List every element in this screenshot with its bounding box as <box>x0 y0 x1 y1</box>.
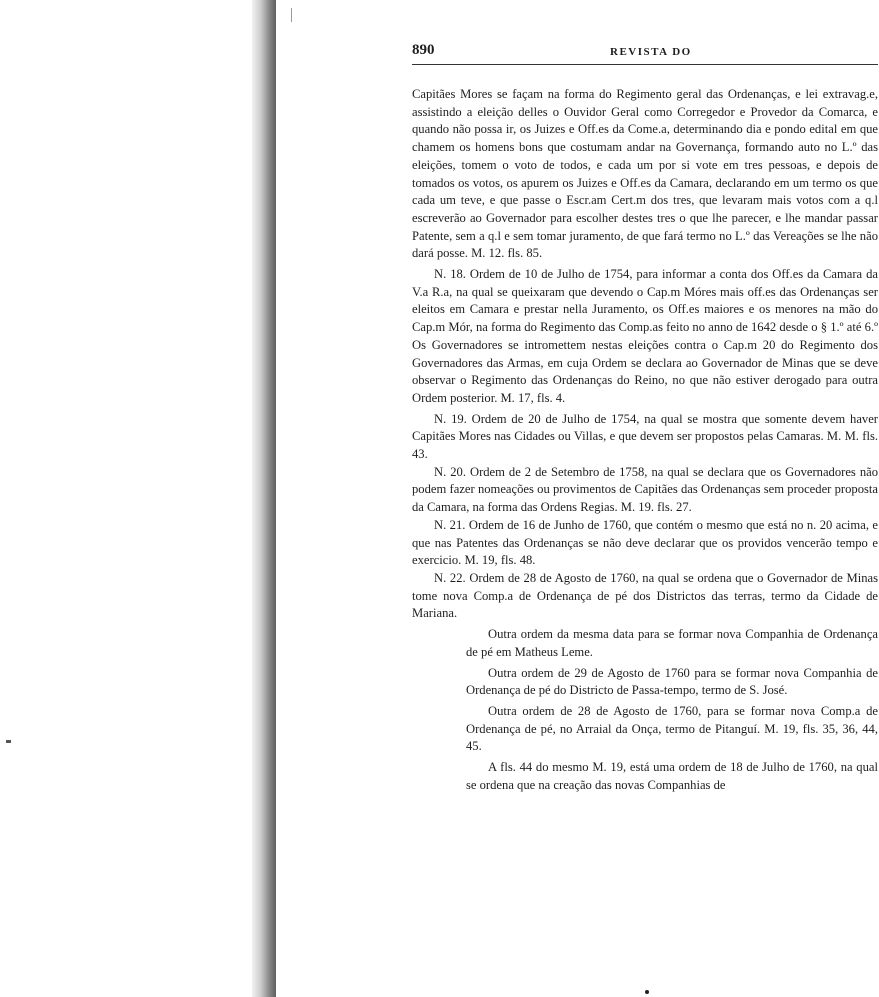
book-gutter-shadow <box>252 0 276 997</box>
paragraph-entry-22: N. 22. Ordem de 28 de Agosto de 1760, na qual se ordena que o Governador de Minas tome nova Comp.a de Ordenança de pé dos Districtos das terras, termo da Cidade de Mariana. <box>412 570 878 621</box>
paragraph-entry-19: N. 19. Ordem de 20 de Julho de 1754, na qual se mostra que somente devem haver Capitães Mores nas Cidades ou Villas, e que devem ser propostos pelas Camaras. M. M. fls. 43. <box>412 411 878 462</box>
paragraph-entry-20: N. 20. Ordem de 2 de Setembro de 1758, na qual se declara que os Governadores não podem fazer nomeações ou provimentos de Capitães das Ordenanças sem proceder proposta da Camara, na forma das Ordens Regias. M. 19. fls. 27. <box>412 464 878 515</box>
running-title: REVISTA DO <box>610 46 692 58</box>
paragraph-entry-18: N. 18. Ordem de 10 de Julho de 1754, para informar a conta dos Off.es da Camara da V.a R.a, na qual se queixaram que devendo o Cap.m Móres mais off.es das Ordenanças ser eleitos em Camara e prestar nella Juramento, os Off.es maiores e os menores na mão do Cap.m Mór, na forma do Regimento das Comp.as feito no anno de 1642 desde o § 1.º até 6.º Os Governadores se intromettem nestas eleições contra o Cap.m 20 do Regimento dos Governadores das Armas, em cuja Ordem se declara ao Governador de Minas que se deve observar o Regimento das Ordenanças do Reino, no que não estiver derogado para outra Ordem posterior. M. 17, fls. 4. <box>412 267 878 405</box>
text-body <box>412 86 878 794</box>
paragraph-sub-order-1: Outra ordem da mesma data para se formar nova Companhia de Ordenança de pé em Matheus Leme. <box>466 627 878 659</box>
page-header <box>412 42 878 65</box>
paragraph-sub-order-4: A fls. 44 do mesmo M. 19, está uma ordem de 18 de Julho de 1760, na qual se ordena que na creação das novas Companhias de <box>466 760 878 792</box>
gutter-mark <box>291 8 292 22</box>
paragraph-continuation: Capitães Mores se façam na forma do Regimento geral das Ordenanças, e lei extravag.e, assistindo a eleição delles o Ouvidor Geral como Corregedor e Provedor da Comarca, e quando não possa ir, os Juizes e Off.es da Come.a, determinando dia e pondo edital em que chamem os homens bons que costumam andar na Governança, formando auto no L.º das eleições, tomem o voto de todos, e cada um por si vote em tres pessoas, e depois de tomados os votos, os apurem os Juizes e Off.es da Camara, declarando em um termo os que cada um teve, e que passe o Escr.am Cert.m dos tres, que levaram mais votos com a q.l escreverão ao Governador para escolher destes tres o que lhe parecer, e lhe mandar passar Patente, sem a q.l e sem tomar juramento, de que fará termo no L.º das Vereações se lhe não dará posse. M. 12. fls. 85. <box>412 87 878 261</box>
margin-speck <box>6 740 11 743</box>
paragraph-entry-21: N. 21. Ordem de 16 de Junho de 1760, que contém o mesmo que está no n. 20 acima, e que nas Patentes das Ordenanças se não deve declarar que os providos vencerão tempo e exercicio. M. 19, fls. 48. <box>412 517 878 568</box>
paragraph-sub-order-3: Outra ordem de 28 de Agosto de 1760, para se formar nova Comp.a de Ordenança de pé, no Arraial da Onça, termo de Pitanguí. M. 19, fls. 35, 36, 44, 45. <box>466 703 878 754</box>
page-number: 890 <box>412 42 435 58</box>
paragraph-sub-order-2: Outra ordem de 29 de Agosto de 1760 para se formar nova Companhia de Ordenança de pé do Districto de Passa-tempo, termo de S. José. <box>466 665 878 698</box>
bottom-speck <box>645 990 649 994</box>
